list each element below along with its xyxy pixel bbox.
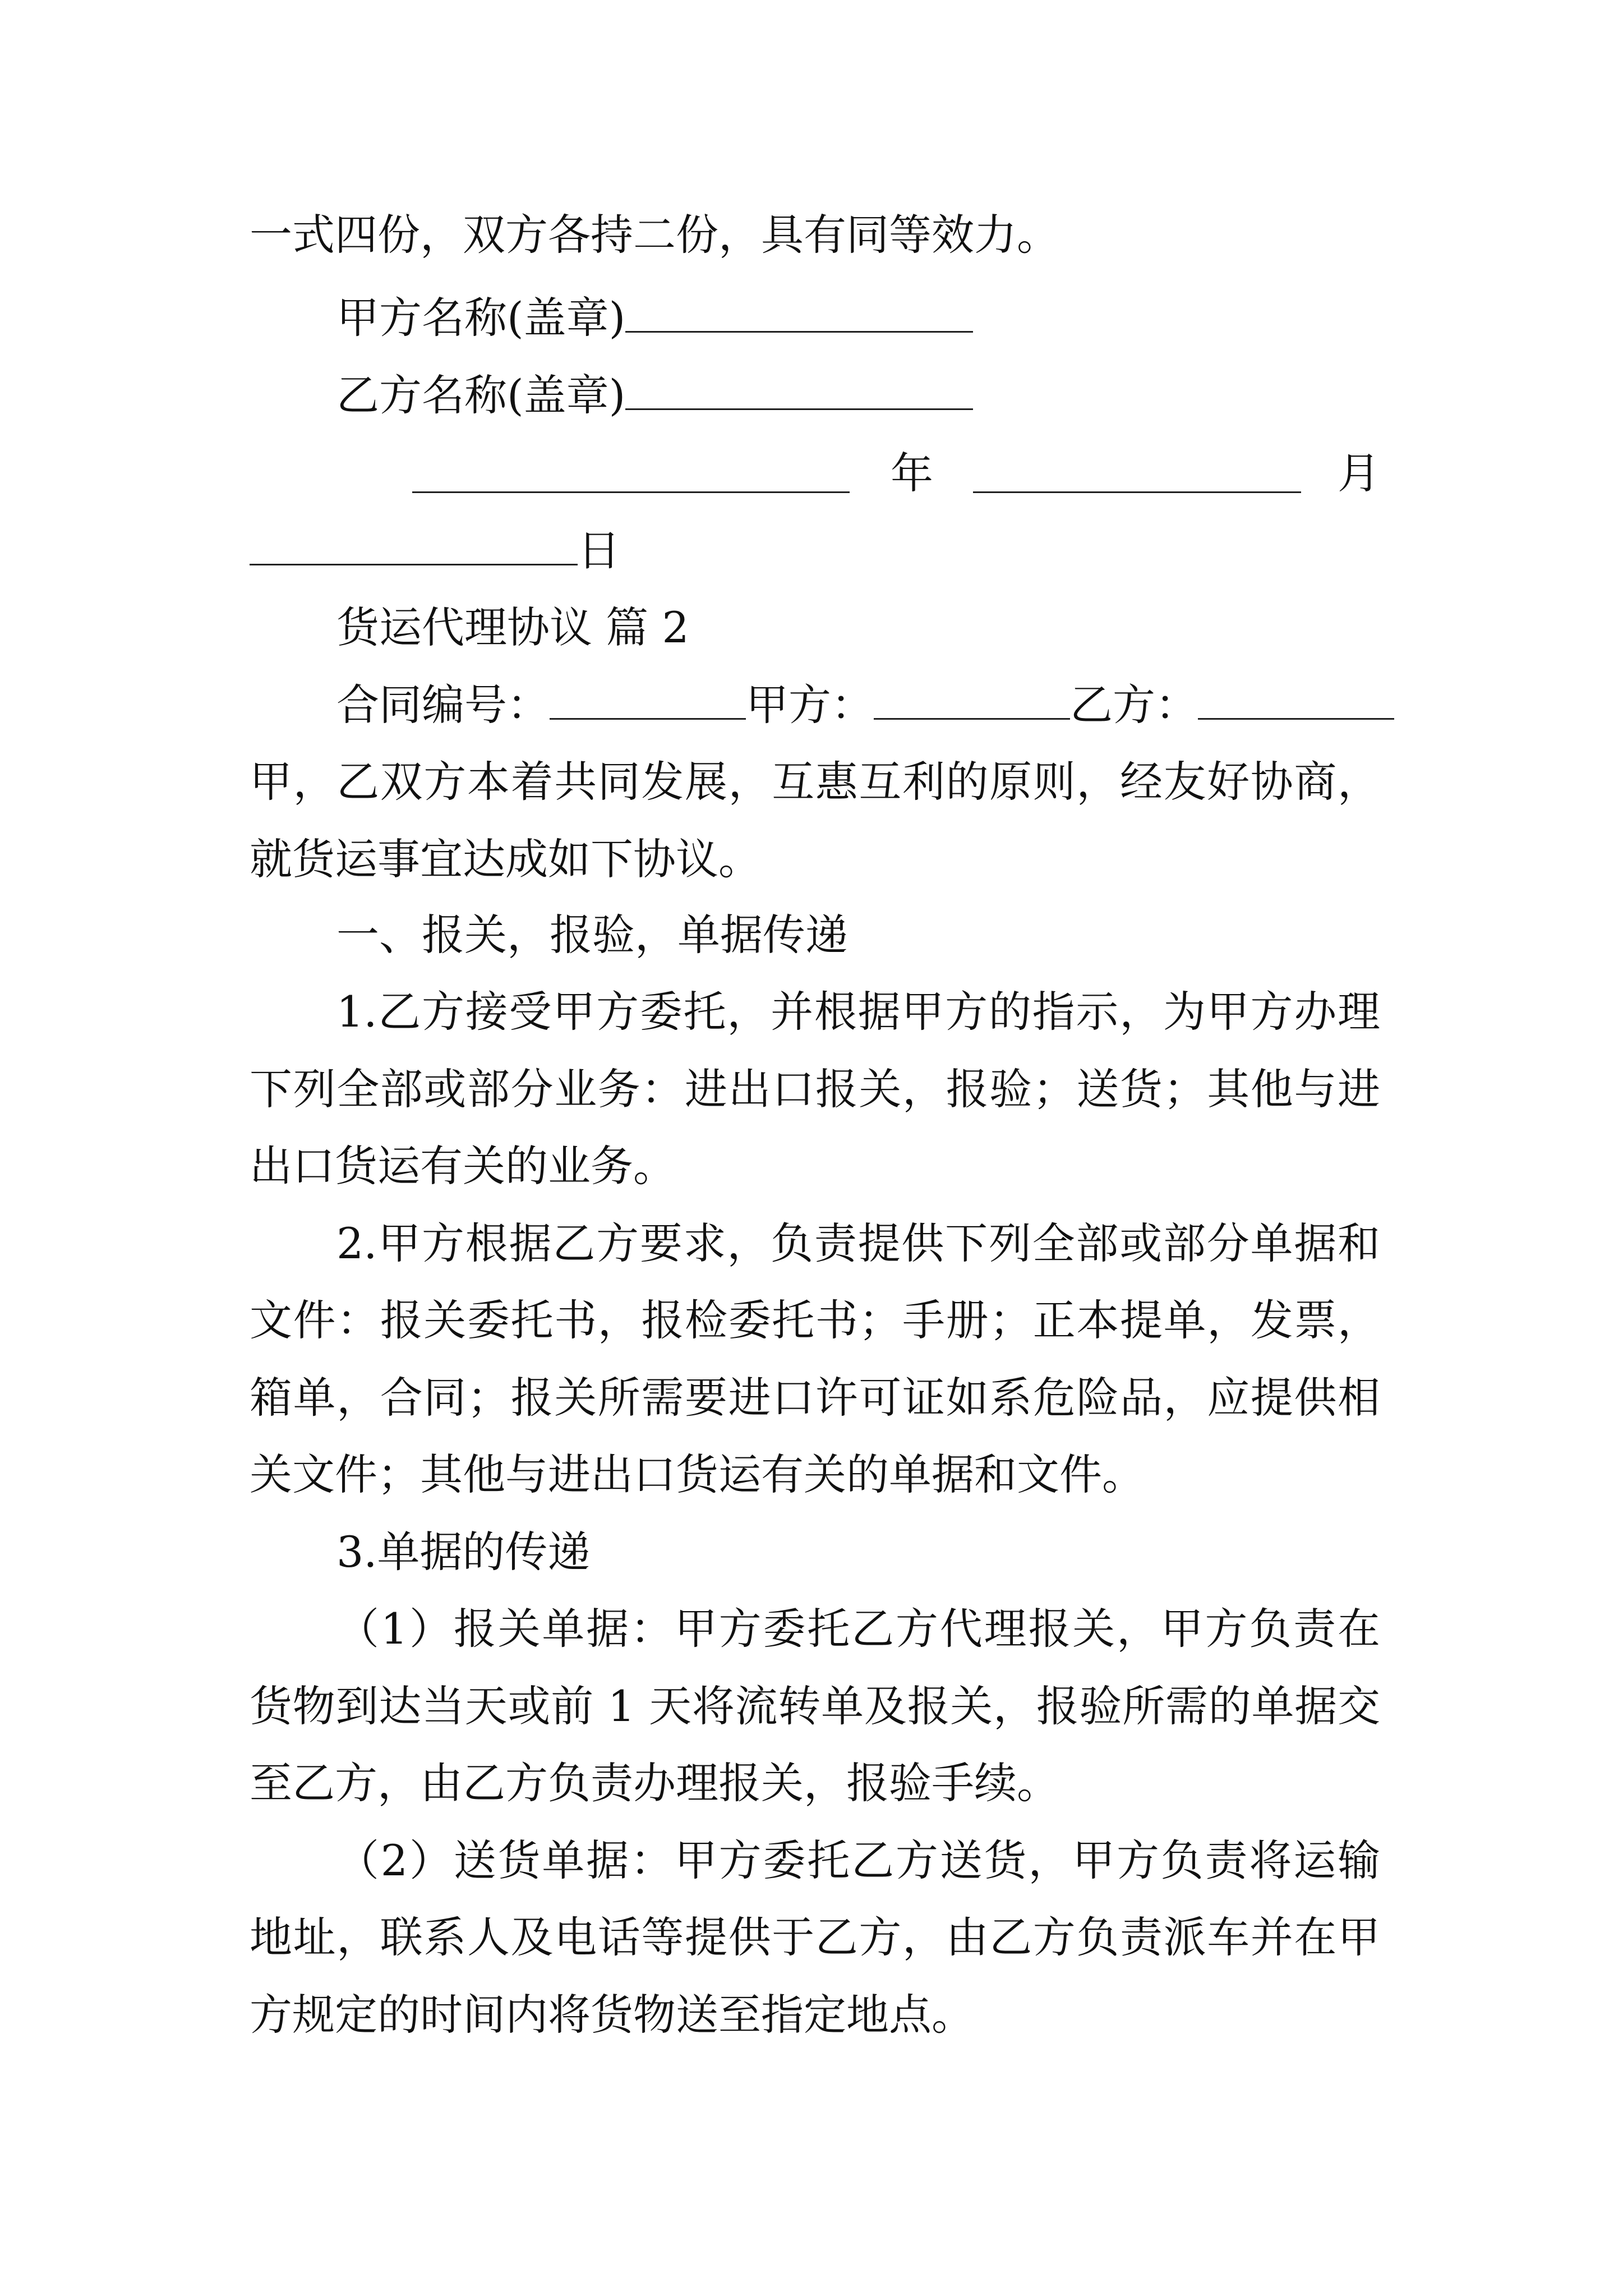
text-line: 下列全部或部分业务：进出口报关，报验；送货；其他与进 xyxy=(250,1064,1380,1114)
contract-header-line xyxy=(336,666,1394,744)
date-day-line xyxy=(250,512,620,590)
text-line: 就货运事宜达成如下协议。 xyxy=(250,834,761,884)
date-year-label: 年 xyxy=(891,448,933,498)
date-year-blank xyxy=(412,452,850,493)
date-day-blank xyxy=(250,524,578,565)
party-b-seal-line xyxy=(336,357,973,434)
party-b-blank xyxy=(1198,679,1394,720)
text-line: 2.甲方根据乙方要求，负责提供下列全部或部分单据和 xyxy=(336,1218,1380,1268)
text-line: 地址，联系人及电话等提供于乙方，由乙方负责派车并在甲 xyxy=(250,1912,1380,1962)
party-b-label: 乙方： xyxy=(1070,680,1198,730)
text-line: 箱单，合同；报关所需要进口许可证如系危险品，应提供相 xyxy=(250,1373,1380,1423)
text-line: （2）送货单据：甲方委托乙方送货，甲方负责将运输 xyxy=(336,1835,1380,1885)
text-line: （1）报关单据：甲方委托乙方代理报关，甲方负责在 xyxy=(336,1604,1380,1654)
section-title: 货运代理协议 篇 2 xyxy=(336,602,689,652)
date-month-label: 月 xyxy=(1338,448,1380,498)
contract-no-blank xyxy=(550,679,746,720)
party-a-seal-blank xyxy=(625,292,973,333)
party-a-blank xyxy=(874,679,1070,720)
text-line: 甲，乙双方本着共同发展，互惠互利的原则，经友好协商， xyxy=(250,757,1380,807)
contract-no-label: 合同编号： xyxy=(336,680,550,730)
text-line: 出口货运有关的业务。 xyxy=(250,1141,676,1191)
text-line: 方规定的时间内将货物送至指定地点。 xyxy=(250,1990,974,2040)
text-line: 3.单据的传递 xyxy=(336,1527,591,1577)
text-line: 文件：报关委托书，报检委托书；手册；正本提单，发票， xyxy=(250,1295,1380,1345)
text-line: 至乙方，由乙方负责办理报关，报验手续。 xyxy=(250,1758,1059,1808)
party-b-seal-blank xyxy=(625,369,973,410)
date-month-blank xyxy=(973,452,1301,493)
party-a-seal-line xyxy=(336,279,973,357)
text-line: 货物到达当天或前 1 天将流转单及报关，报验所需的单据交 xyxy=(250,1681,1380,1731)
date-day-label: 日 xyxy=(578,526,620,576)
heading: 一、报关，报验，单据传递 xyxy=(336,910,848,960)
party-b-seal-label: 乙方名称(盖章) xyxy=(336,370,626,420)
party-a-label: 甲方： xyxy=(746,680,874,730)
text-line: 1.乙方接受甲方委托，并根据甲方的指示，为甲方办理 xyxy=(336,987,1380,1037)
text-line: 一式四份，双方各持二份，具有同等效力。 xyxy=(250,210,1059,260)
party-a-seal-label: 甲方名称(盖章) xyxy=(336,293,626,343)
text-line: 关文件；其他与进出口货运有关的单据和文件。 xyxy=(250,1450,1145,1499)
